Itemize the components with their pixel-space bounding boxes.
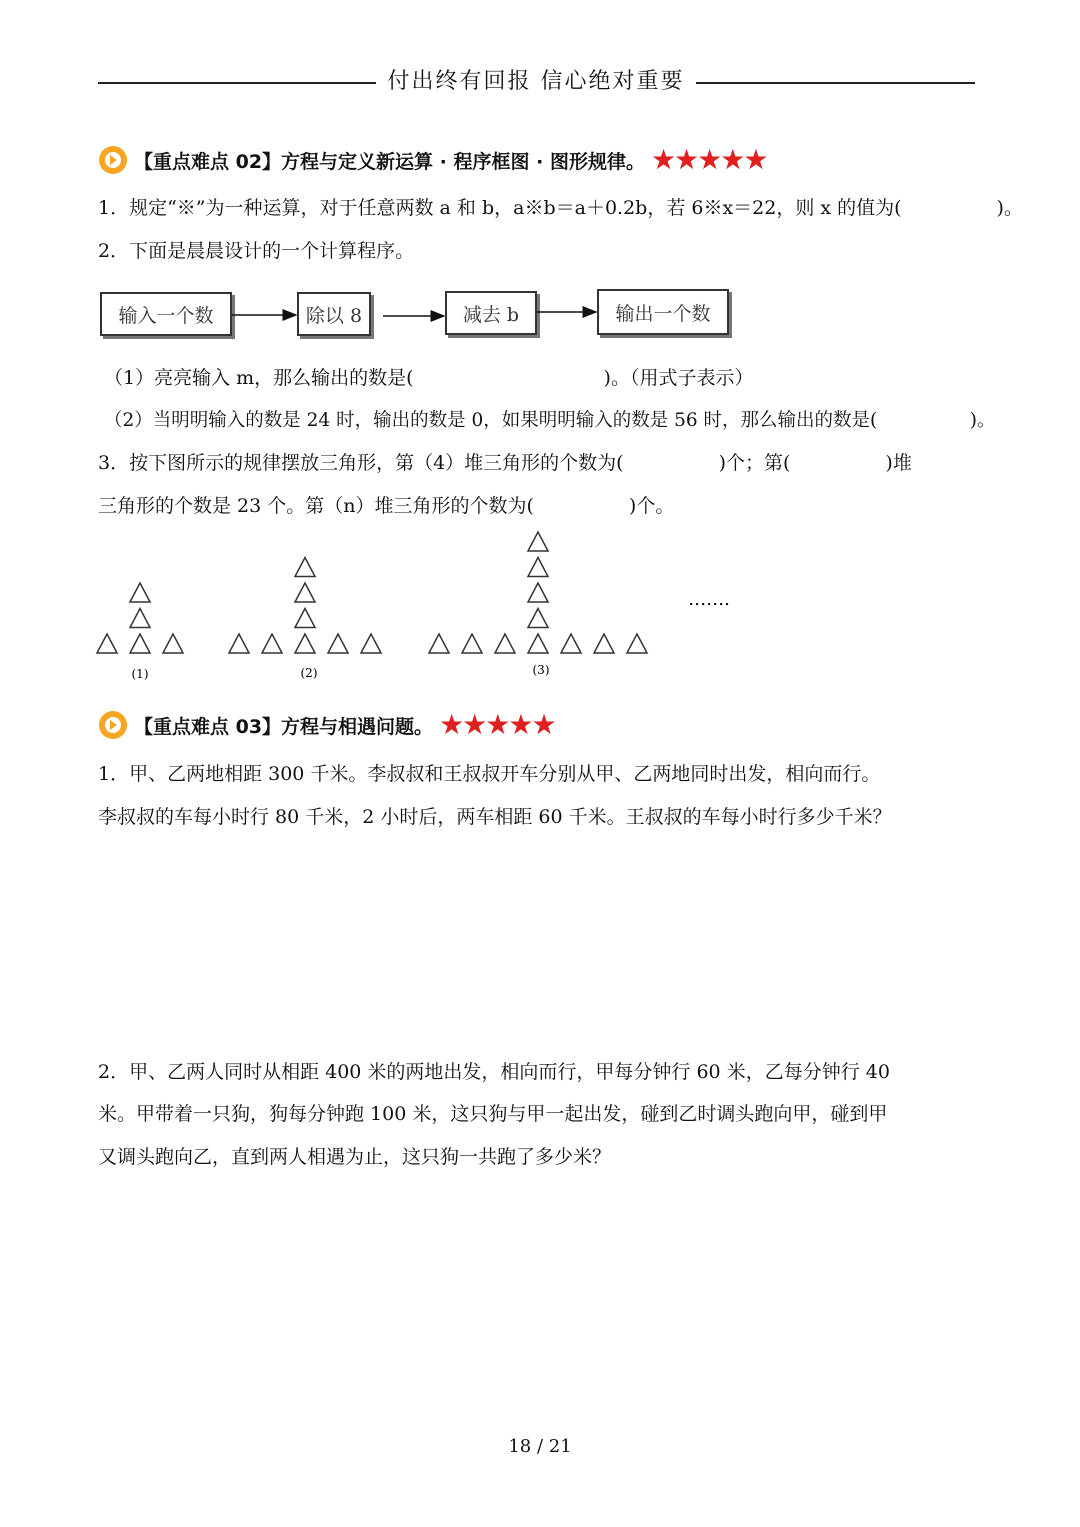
triangle-base-2 <box>361 634 381 653</box>
triangle-pattern-figure <box>95 525 755 685</box>
triangle-base-1 <box>163 634 183 653</box>
section-03-title: 【重点难点 03】方程与相遇问题。 <box>134 715 434 738</box>
triangle-stack-2 <box>295 609 315 628</box>
triangle-stack-1 <box>130 609 150 628</box>
triangle-stack-1 <box>130 583 150 602</box>
header-rule-right <box>696 82 975 84</box>
question-3-line-2: 三角形的个数是 23 个。第（n）堆三角形的个数为( )个。 <box>98 495 675 517</box>
triangle-stack-3 <box>528 532 548 551</box>
triangle-base-1 <box>130 634 150 653</box>
s3-question-1-line-2: 李叔叔的车每小时行 80 千米，2 小时后，两车相距 60 千米。王叔叔的车每小时行多少千米？ <box>98 806 892 828</box>
triangle-base-3 <box>429 634 449 653</box>
triangle-base-3 <box>561 634 581 653</box>
figure-label-2: (2) <box>300 666 318 680</box>
page-header: 付出终有回报 信心绝对重要 <box>387 69 685 94</box>
section-02-heading <box>98 142 766 178</box>
figure-label-3: (3) <box>532 663 550 677</box>
s3-question-2-line-3: 又调头跑向乙，直到两人相遇为止，这只狗一共跑了多少米？ <box>98 1146 612 1168</box>
s3-question-2-line-1: 2．甲、乙两人同时从相距 400 米的两地出发，相向而行，甲每分钟行 60 米，乙每分钟行 40 <box>98 1061 890 1083</box>
triangle-base-3 <box>528 634 548 653</box>
figure-ellipsis: ……. <box>688 589 730 610</box>
page-number: 18 / 21 <box>508 1436 572 1457</box>
triangle-stack-3 <box>528 583 548 602</box>
figure-label-1: (1) <box>131 667 149 681</box>
triangle-stack-3 <box>528 609 548 628</box>
question-2-part-2: （2）当明明输入的数是 24 时，输出的数是 0，如果明明输入的数是 56 时，那么输出的数是( )。 <box>104 410 996 431</box>
triangle-base-3 <box>594 634 614 653</box>
difficulty-stars-icon: ★★★★★ <box>439 708 555 741</box>
question-2-part-1: （1）亮亮输入 m，那么输出的数是( )。（用式子表示） <box>104 367 754 389</box>
question-2: 2．下面是晨晨设计的一个计算程序。 <box>98 240 415 262</box>
triangle-base-2 <box>229 634 249 653</box>
triangle-base-1 <box>97 634 117 653</box>
flow-box-divide: 除以 8 <box>297 292 371 336</box>
question-1: 1．规定“※”为一种运算，对于任意两数 a 和 b，a※b＝a＋0.2b，若 6※x＝22，则 x 的值为( )。 <box>98 197 1023 219</box>
s3-question-1-line-1: 1．甲、乙两地相距 300 千米。李叔叔和王叔叔开车分别从甲、乙两地同时出发，相向而行。 <box>98 763 881 785</box>
triangle-stack-3 <box>528 558 548 577</box>
triangle-stack-2 <box>295 583 315 602</box>
arrow-bullet-icon <box>98 710 128 740</box>
flow-box-subtract: 减去 b <box>445 291 537 335</box>
triangle-base-3 <box>627 634 647 653</box>
flow-box-output: 输出一个数 <box>597 289 729 335</box>
triangle-base-2 <box>262 634 282 653</box>
triangle-base-2 <box>328 634 348 653</box>
arrow-bullet-icon <box>98 145 128 175</box>
triangle-stack-2 <box>295 558 315 577</box>
calculation-flowchart <box>100 286 740 342</box>
header-rule-left <box>98 82 376 84</box>
question-3-line-1: 3．按下图所示的规律摆放三角形，第（4）堆三角形的个数为( )个；第( )堆 <box>98 452 912 474</box>
section-03-heading <box>98 707 555 743</box>
triangle-base-2 <box>295 634 315 653</box>
s3-question-2-line-2: 米。甲带着一只狗，狗每分钟跑 100 米，这只狗与甲一起出发，碰到乙时调头跑向甲，碰到甲 <box>98 1103 888 1125</box>
triangle-base-3 <box>495 634 515 653</box>
section-02-title: 【重点难点 02】方程与定义新运算 · 程序框图 · 图形规律。 <box>134 150 645 173</box>
flow-arrows <box>100 286 740 342</box>
difficulty-stars-icon: ★★★★★ <box>650 143 767 176</box>
flow-box-input: 输入一个数 <box>100 292 232 336</box>
triangle-base-3 <box>462 634 482 653</box>
